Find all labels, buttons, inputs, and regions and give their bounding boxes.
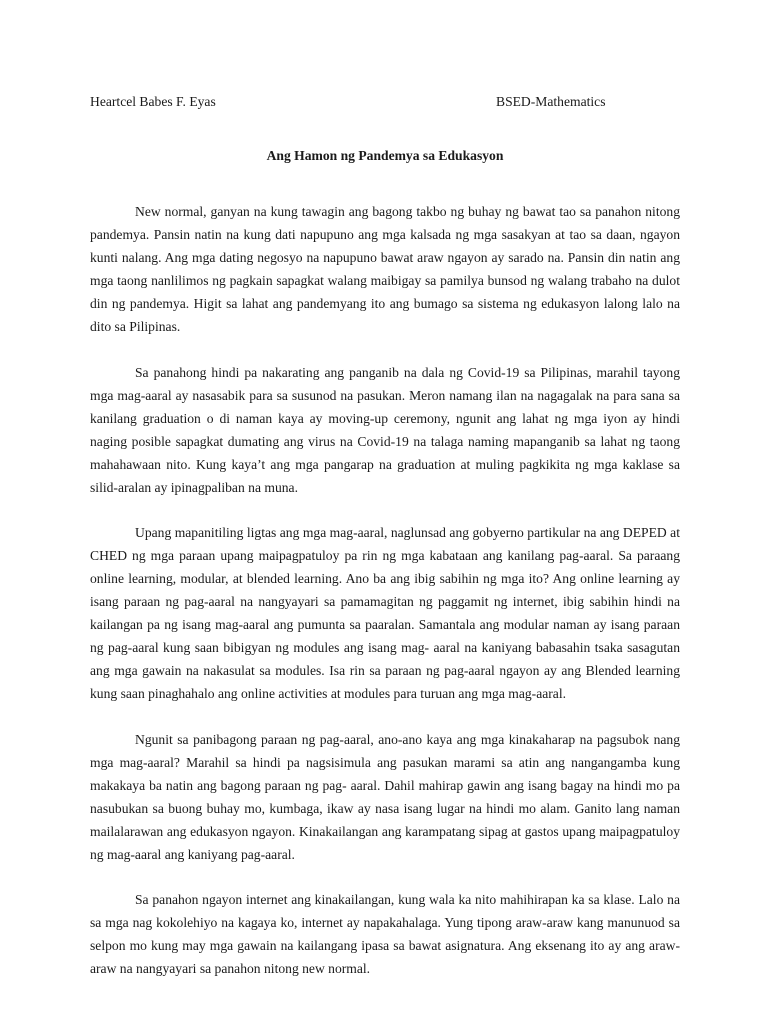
paragraph: Sa panahon ngayon internet ang kinakailangan, kung wala ka nito mahihirapan ka sa klase. Lalo na sa mga nag kokolehiyo na kagaya ko, internet ay napakahalaga. Yung tipong araw-araw kang manunuod sa selpon mo kung may mga gawain na kailangang ipasa sa bawat asignatura. Ang eksenang ito ay ang araw-araw na nangyayari sa panahon nitong new normal. [90,892,680,976]
essay-body [90,200,680,1003]
paragraph: New normal, ganyan na kung tawagin ang bagong takbo ng buhay ng bawat tao sa panahon nitong pandemya. Pansin natin na kung dati napupuno ang mga kalsada ng mga sasakyan at tao sa daan, ngayon kunti nalang. Ang mga dating negosyo na napupuno bawat araw ngayon ay sarado na. Pansin din natin ang mga taong nanlilimos ng pagkain sapagkat walang maibigay sa pamilya bunsod ng walang trabaho na dulot din ng pandemya. Higit sa lahat ang pandemyang ito ang bumago sa sistema ng edukasyon lalong lalo na dito sa Pilipinas. [90,204,680,334]
paragraph: Sa panahong hindi pa nakarating ang panganib na dala ng Covid-19 sa Pilipinas, marahil tayong mga mag-aaral ay nasasabik para sa susunod na pasukan. Meron namang ilan na nagagalak na para sana sa kanilang graduation o di naman kaya ay moving-up ceremony, ngunit ang lahat ng mga iyon ay hindi naging posible sapagkat dumating ang virus na Covid-19 na talaga naming mapanganib sa lahat ng taong mahahawaan nito. Kung kaya’t ang mga pangarap na graduation at muling pagkikita ng mga kaklase sa silid-aralan ay ipinagpaliban na muna. [90,364,680,495]
document-header [90,94,680,114]
essay-title: Ang Hamon ng Pandemya sa Edukasyon [266,148,504,163]
paragraph: Upang mapanitiling ligtas ang mga mag-aaral, naglunsad ang gobyerno partikular na ang DEPED at CHED ng mga paraan upang maipagpatuloy pa rin ng mga kabataan ang kanilang pag-aaral. Sa paraang online learning, modular, at blended learning. Ano ba ang ibig sabihin ng mga ito? Ang online learning ay isang paraan ng pag-aaral na nangyayari sa pamamagitan ng paggamit ng internet, ibig sabihin hindi na kailangan pa ng isang mag-aaral ang pumunta sa paaralan. Samantala ang modular naman ay isang paraan ng pag-aaral kung saan bibigyan ng modules ang isang mag- aaral na kaniyang babasahin tsaka sasagutan ang mga gawain na nakasulat sa modules. Isa rin sa paraan ng pag-aaral ngayon ay ang Blended learning kung saan pinaghahalo ang online activities at modules para turuan ang mga mag-aaral. [90,525,680,701]
author-name: Heartcel Babes F. Eyas [90,94,216,109]
course-label: BSED-Mathematics [496,94,606,109]
paragraph: Ngunit sa panibagong paraan ng pag-aaral, ano-ano kaya ang mga kinakaharap na pagsubok nang mga mag-aaral? Marahil sa hindi pa nagsisimula ang pasukan marami sa atin ang nangangamba kung makakaya ba natin ang bagong paraan ng pag- aaral. Dahil mahirap gawin ang isang bagay na hindi mo pa nasubukan sa buong buhay mo, kumbaga, ikaw ay nasa isang lugar na hindi mo alam. Ganito lang naman mailalarawan ang edukasyon ngayon. Kinakailangan ang karampatang sipag at gastos upang maipagpatuloy ng mag-aaral ang kaniyang pag-aaral. [90,731,680,862]
